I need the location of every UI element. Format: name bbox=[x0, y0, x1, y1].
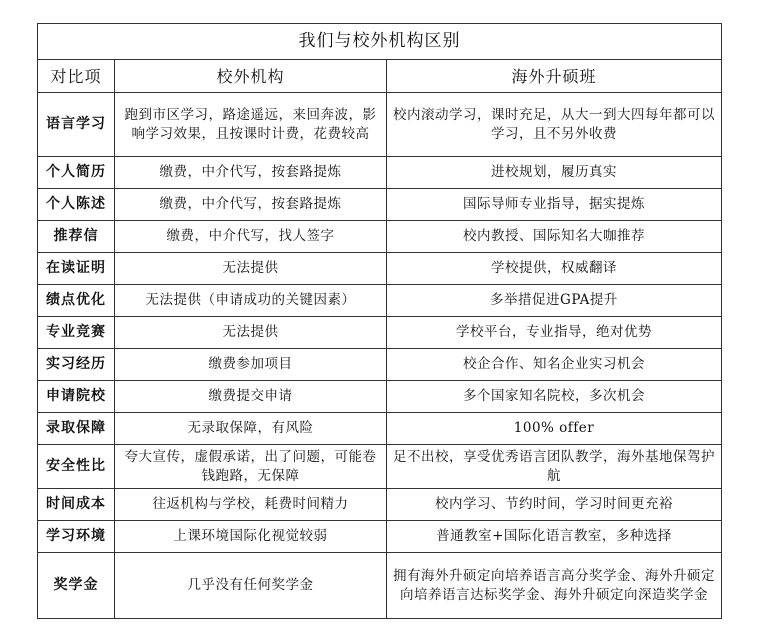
row-label: 安全性比 bbox=[38, 445, 115, 489]
row-label: 语言学习 bbox=[38, 93, 115, 157]
outside-cell: 缴费，中介代写，按套路提炼 bbox=[115, 157, 387, 189]
row-label: 个人陈述 bbox=[38, 189, 115, 221]
outside-cell: 缴费参加项目 bbox=[115, 349, 387, 381]
outside-cell: 往返机构与学校，耗费时间精力 bbox=[115, 489, 387, 521]
ours-cell: 多个国家知名院校，多次机会 bbox=[387, 381, 722, 413]
header-item: 对比项 bbox=[38, 60, 115, 93]
title-row bbox=[38, 24, 722, 60]
outside-cell: 夸大宣传，虚假承诺，出了问题，可能卷钱跑路，无保障 bbox=[115, 445, 387, 489]
outside-cell: 无法提供 bbox=[115, 317, 387, 349]
outside-cell: 上课环境国际化视觉较弱 bbox=[115, 521, 387, 553]
row-label: 个人简历 bbox=[38, 157, 115, 189]
table-row bbox=[38, 221, 722, 253]
row-label: 录取保障 bbox=[38, 413, 115, 445]
ours-cell: 学校平台，专业指导，绝对优势 bbox=[387, 317, 722, 349]
header-row bbox=[38, 60, 722, 93]
row-label: 推荐信 bbox=[38, 221, 115, 253]
ours-cell: 国际导师专业指导，据实提炼 bbox=[387, 189, 722, 221]
header-outside-institution: 校外机构 bbox=[115, 60, 387, 93]
table-row bbox=[38, 285, 722, 317]
outside-cell: 几乎没有任何奖学金 bbox=[115, 553, 387, 619]
table-title: 我们与校外机构区别 bbox=[38, 24, 722, 60]
ours-cell: 多举措促进GPA提升 bbox=[387, 285, 722, 317]
ours-cell: 校内学习、节约时间，学习时间更充裕 bbox=[387, 489, 722, 521]
row-label: 时间成本 bbox=[38, 489, 115, 521]
outside-cell: 缴费提交申请 bbox=[115, 381, 387, 413]
table-row bbox=[38, 189, 722, 221]
ours-cell: 100% offer bbox=[387, 413, 722, 445]
comparison-table-wrapper bbox=[37, 23, 722, 619]
ours-cell: 校企合作、知名企业实习机会 bbox=[387, 349, 722, 381]
table-row bbox=[38, 489, 722, 521]
table-row bbox=[38, 93, 722, 157]
row-label: 在读证明 bbox=[38, 253, 115, 285]
row-label: 专业竞赛 bbox=[38, 317, 115, 349]
table-row bbox=[38, 445, 722, 489]
table-row bbox=[38, 157, 722, 189]
header-overseas-program: 海外升硕班 bbox=[387, 60, 722, 93]
row-label: 学习环境 bbox=[38, 521, 115, 553]
ours-cell: 进校规划，履历真实 bbox=[387, 157, 722, 189]
row-label: 绩点优化 bbox=[38, 285, 115, 317]
outside-cell: 无法提供 bbox=[115, 253, 387, 285]
row-label: 申请院校 bbox=[38, 381, 115, 413]
table-row bbox=[38, 317, 722, 349]
outside-cell: 跑到市区学习，路途遥远，来回奔波，影响学习效果，且按课时计费，花费较高 bbox=[115, 93, 387, 157]
table-row bbox=[38, 253, 722, 285]
table-row bbox=[38, 521, 722, 553]
ours-cell: 普通教室+国际化语言教室，多种选择 bbox=[387, 521, 722, 553]
ours-cell: 学校提供，权威翻译 bbox=[387, 253, 722, 285]
ours-cell: 拥有海外升硕定向培养语言高分奖学金、海外升硕定向培养语言达标奖学金、海外升硕定向深造奖学金 bbox=[387, 553, 722, 619]
outside-cell: 无法提供（申请成功的关键因素） bbox=[115, 285, 387, 317]
outside-cell: 缴费，中介代写，按套路提炼 bbox=[115, 189, 387, 221]
ours-cell: 校内教授、国际知名大咖推荐 bbox=[387, 221, 722, 253]
row-label: 实习经历 bbox=[38, 349, 115, 381]
row-label: 奖学金 bbox=[38, 553, 115, 619]
comparison-table bbox=[37, 23, 722, 619]
table-row bbox=[38, 413, 722, 445]
outside-cell: 缴费，中介代写，找人签字 bbox=[115, 221, 387, 253]
ours-cell: 校内滚动学习，课时充足，从大一到大四每年都可以学习，且不另外收费 bbox=[387, 93, 722, 157]
table-row bbox=[38, 349, 722, 381]
table-row bbox=[38, 553, 722, 619]
table-row bbox=[38, 381, 722, 413]
outside-cell: 无录取保障，有风险 bbox=[115, 413, 387, 445]
ours-cell: 足不出校，享受优秀语言团队教学，海外基地保驾护航 bbox=[387, 445, 722, 489]
